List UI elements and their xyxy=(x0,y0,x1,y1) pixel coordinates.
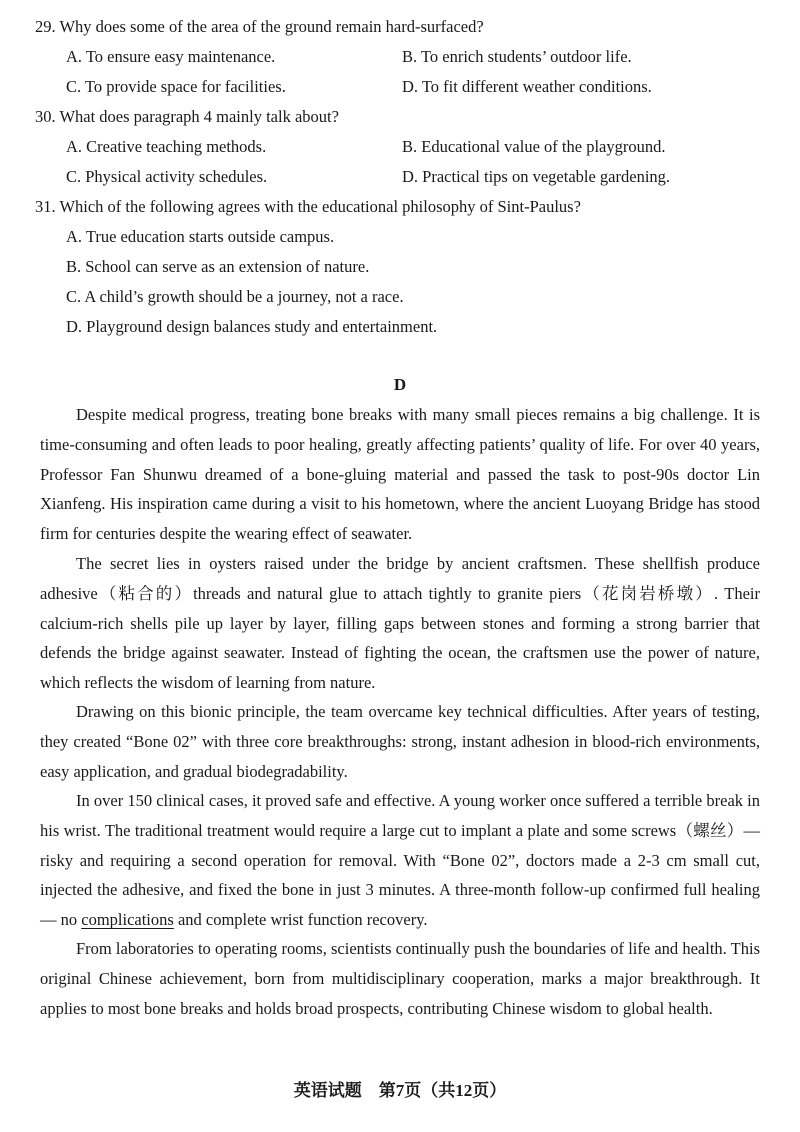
question-29-option-d: D. To fit different weather conditions. xyxy=(402,77,652,96)
question-30-stem: 30. What does paragraph 4 mainly talk about? xyxy=(35,107,339,126)
paragraph-4-text-after: and complete wrist function recovery. xyxy=(173,910,428,930)
question-31-option-d: D. Playground design balances study and entertainment. xyxy=(66,317,438,336)
passage-paragraph-2: The secret lies in oysters raised under the bridge by ancient craftsmen. These shellfish produce adhesive（粘合的）threads and natural glue to attach tightly to granite piers（花岗岩桥墩）. Their calcium-rich shells pile up layer by layer, filling gaps between stones and forming a strong barrier that defends the bridge against seawater. Instead of fighting the ocean, the craftsmen use the power of nature, which reflects the wisdom of learning from nature. xyxy=(40,554,760,693)
underlined-word-complications: complications xyxy=(81,910,174,930)
passage-paragraph-1: Despite medical progress, treating bone breaks with many small pieces remains a big challenge. It is time-consuming and often leads to poor healing, greatly affecting patients’ quality of life. For over 40 years, Professor Fan Shunwu dreamed of a bone-gluing material and passed the task to post-90s doctor Lin Xianfeng. His inspiration came during a visit to his hometown, where the ancient Luoyang Bridge has stood firm for centuries despite the wearing effect of seawater. xyxy=(40,405,760,544)
question-31-option-a: A. True education starts outside campus. xyxy=(66,227,335,246)
question-29-option-b: B. To enrich students’ outdoor life. xyxy=(402,47,632,66)
question-29-option-c: C. To provide space for facilities. xyxy=(66,77,286,96)
question-30-option-b: B. Educational value of the playground. xyxy=(402,137,666,156)
question-31-option-c: C. A child’s growth should be a journey, not a race. xyxy=(66,287,404,306)
section-title: D xyxy=(393,375,407,394)
question-30-option-d: D. Practical tips on vegetable gardening. xyxy=(402,167,671,186)
question-31-option-b: B. School can serve as an extension of nature. xyxy=(66,257,370,276)
question-29-option-a: A. To ensure easy maintenance. xyxy=(66,47,276,66)
page-footer: 英语试题 第7页（共12页） xyxy=(293,1081,507,1100)
passage-paragraph-4 xyxy=(40,786,760,935)
question-30-option-a: A. Creative teaching methods. xyxy=(66,137,267,156)
passage-paragraph-5: From laboratories to operating rooms, scientists continually push the boundaries of life and health. This original Chinese achievement, born from multidisciplinary cooperation, marks a major breakthrough. It applies to most bone breaks and holds broad prospects, contributing Chinese wisdom to global health. xyxy=(40,939,760,1018)
question-31-stem: 31. Which of the following agrees with the educational philosophy of Sint-Paulus? xyxy=(35,197,581,216)
paragraph-4-text-before: In over 150 clinical cases, it proved safe and effective. A young worker once suffered a terrible break in his wrist. The traditional treatment would require a large cut to implant a plate and some screws（螺丝）— risky and requiring a second operation for removal. With “Bone 02”, doctors made a 2-3 cm small cut, injected the adhesive, and fixed the bone in just 3 minutes. A three-month follow-up confirmed full healing — no xyxy=(40,791,760,930)
question-29-stem: 29. Why does some of the area of the ground remain hard-surfaced? xyxy=(35,17,484,36)
question-30-option-c: C. Physical activity schedules. xyxy=(66,167,268,186)
passage-paragraph-3: Drawing on this bionic principle, the team overcame key technical difficulties. After years of testing, they created “Bone 02” with three core breakthroughs: strong, instant adhesion in blood-rich environments, easy application, and gradual biodegradability. xyxy=(40,702,760,781)
